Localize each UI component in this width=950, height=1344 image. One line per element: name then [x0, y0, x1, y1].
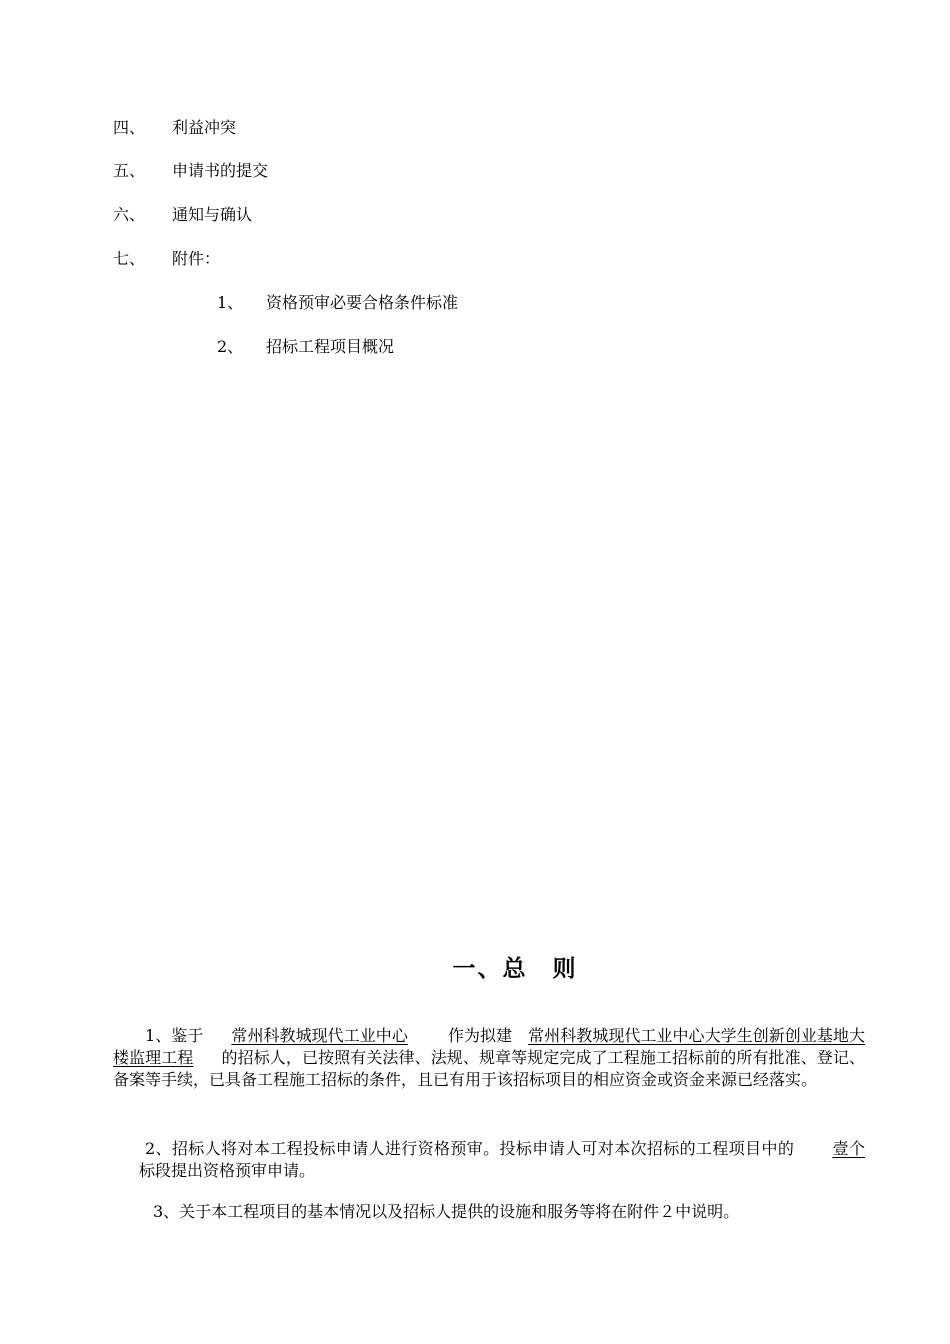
paragraph-1-rest: 的招标人，已按照有关法律、法规、规章等规定完成了工程施工招标前的所有批准、登记、备案等手续，已具备工程施工招标的条件，且已有用于该招标项目的相应资金或资金来源已经落实。 [113, 1048, 865, 1089]
paragraph-3-text: 3、关于本工程项目的基本情况以及招标人提供的设施和服务等将在附件２中说明。 [153, 1202, 740, 1221]
section-count: 壹个 [832, 1139, 865, 1158]
toc-item-conflict [113, 115, 236, 138]
paragraph-2 [113, 1138, 865, 1182]
toc-item-notification [113, 202, 252, 225]
attachment-item-overview [217, 334, 394, 357]
project-name: 常州科教城现代工业中心大学生创新创业基地大楼监理工程 [113, 1026, 865, 1067]
toc-label: 利益冲突 [172, 118, 237, 137]
paragraph-1 [113, 1025, 865, 1091]
paragraph-2-rest: 标段提出资格预审申请。 [139, 1161, 316, 1180]
attachment-label: 招标工程项目概况 [266, 337, 395, 356]
toc-label: 申请书的提交 [172, 161, 269, 180]
attachment-number: 2、 [217, 337, 244, 356]
toc-item-submission [113, 158, 268, 181]
toc-label: 附件： [172, 249, 221, 268]
toc-label: 通知与确认 [172, 205, 253, 224]
toc-number: 七、 [113, 249, 146, 268]
attachment-item-qualification [217, 290, 458, 313]
paragraph-2-prefix: 2、招标人将对本工程投标申请人进行资格预审。投标申请人可对本次招标的工程项目中的 [145, 1139, 795, 1158]
paragraph-1-prefix: 1、鉴于 [145, 1026, 204, 1045]
paragraph-3 [113, 1201, 865, 1223]
attachment-label: 资格预审必要合格条件标准 [266, 293, 459, 312]
toc-number: 四、 [113, 118, 146, 137]
toc-number: 六、 [113, 205, 146, 224]
paragraph-1-middle: 作为拟建 [447, 1026, 513, 1045]
attachment-number: 1、 [217, 293, 244, 312]
toc-number: 五、 [113, 161, 146, 180]
tenderer-name: 常州科教城现代工业中心 [231, 1026, 408, 1045]
toc-item-attachments [113, 246, 220, 269]
section-title: 一、总 则 [452, 956, 578, 982]
